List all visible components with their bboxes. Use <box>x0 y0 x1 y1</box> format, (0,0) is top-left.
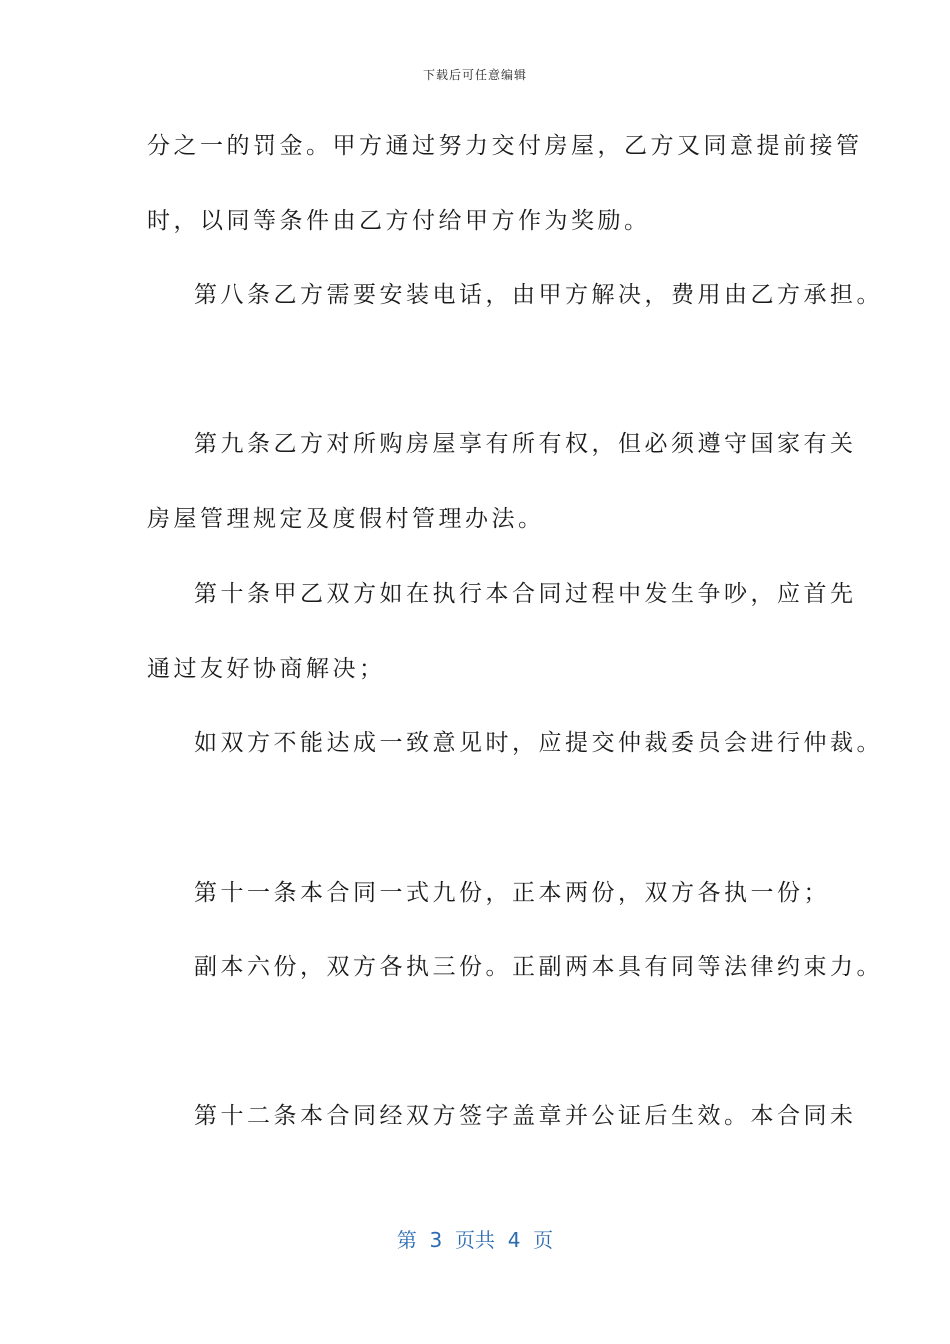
page-number: 第 3 页共 4 页 <box>396 1228 554 1252</box>
text-line: 分之一的罚金。甲方通过努力交付房屋，乙方又同意提前接管 <box>147 133 863 159</box>
text-line: 如双方不能达成一致意见时，应提交仲裁委员会进行仲裁。 <box>194 730 883 756</box>
text-line: 第十条甲乙双方如在执行本合同过程中发生争吵，应首先 <box>194 581 857 607</box>
text-line: 第八条乙方需要安装电话，由甲方解决，费用由乙方承担。 <box>194 282 883 308</box>
text-line: 第十一条本合同一式九份，正本两份，双方各执一份； <box>194 880 830 906</box>
text-line: 第九条乙方对所购房屋享有所有权，但必须遵守国家有关 <box>194 431 857 457</box>
page-header: 下载后可任意编辑 <box>422 68 527 82</box>
text-line: 第十二条本合同经双方签字盖章并公证后生效。本合同未 <box>194 1103 857 1129</box>
text-line: 通过友好协商解决； <box>147 656 386 682</box>
text-line: 房屋管理规定及度假村管理办法。 <box>147 506 545 532</box>
text-line: 副本六份，双方各执三份。正副两本具有同等法律约束力。 <box>194 954 883 980</box>
text-line: 时，以同等条件由乙方付给甲方作为奖励。 <box>147 208 651 234</box>
